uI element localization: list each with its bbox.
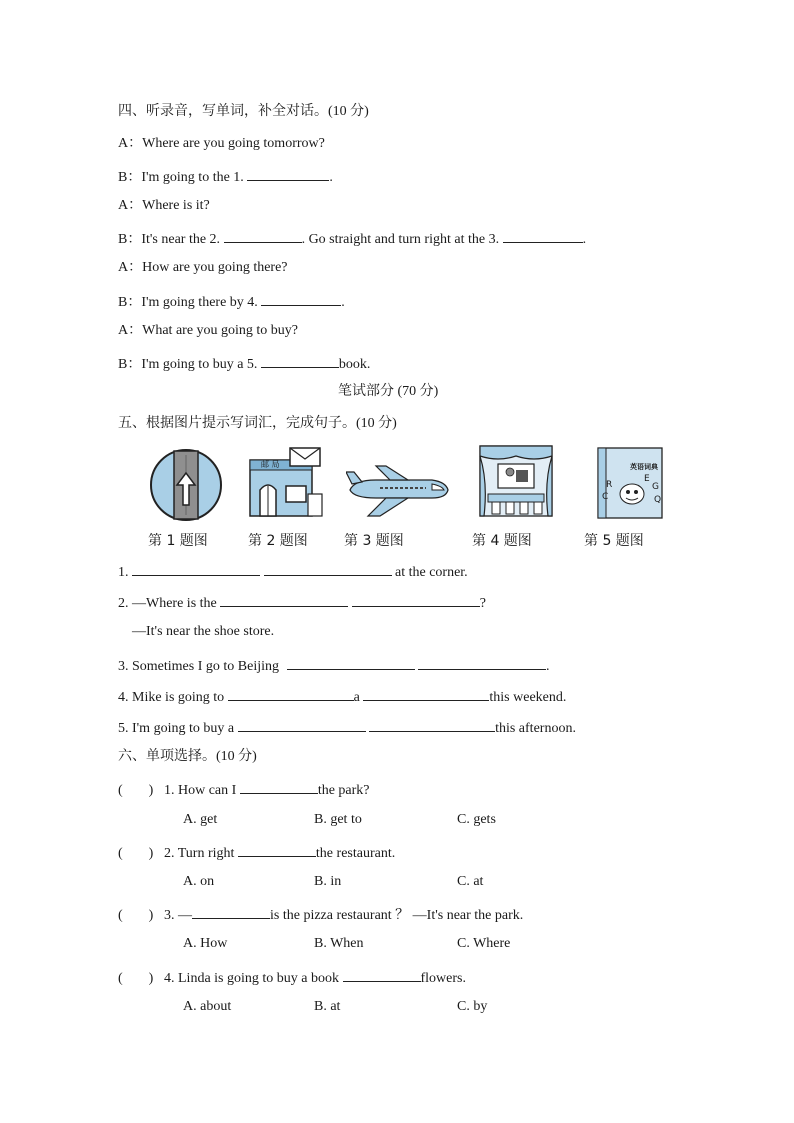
dictionary-title: 英语词典: [630, 463, 658, 471]
picture-label-1: 第 1 题图: [148, 533, 208, 549]
mc-question: ( ) 4. Linda is going to buy a book flowers.: [118, 967, 466, 988]
picture-label-2: 第 2 题图: [248, 533, 308, 549]
dictionary-letter: Q: [654, 495, 662, 505]
blank[interactable]: [132, 561, 260, 576]
blank[interactable]: [238, 717, 366, 732]
dialogue-line: A：Where is it?: [118, 198, 210, 213]
go-straight-sign-icon: [148, 447, 224, 523]
fill-item: 1. at the corner.: [118, 561, 468, 582]
section4-title: 四、听录音，写单词，补全对话。(10 分): [118, 104, 369, 119]
fill-item-answer: —It's near the shoe store.: [132, 624, 275, 639]
dictionary-letter: G: [652, 482, 659, 492]
option-a[interactable]: A. get: [183, 812, 218, 827]
speaker: A：: [118, 198, 143, 213]
line-text: Where are you going tomorrow?: [142, 136, 325, 151]
speaker: B：: [118, 170, 142, 185]
dictionary-letter: C: [602, 492, 609, 502]
blank-4[interactable]: [261, 291, 341, 306]
option-c[interactable]: C. by: [457, 999, 488, 1014]
cinema-icon: [476, 442, 556, 520]
fill-item: 2. —Where is the ?: [118, 592, 486, 613]
blank[interactable]: [228, 686, 354, 701]
dialogue-line: [118, 135, 325, 153]
plane-icon: [346, 462, 450, 518]
answer-bracket[interactable]: ( ): [118, 846, 154, 861]
option-b[interactable]: B. in: [314, 874, 342, 889]
dialogue-line: B：I'm going there by 4. .: [118, 291, 345, 312]
blank-5[interactable]: [261, 353, 339, 368]
blank[interactable]: [287, 655, 415, 670]
fill-item: 3. Sometimes I go to Beijing .: [118, 655, 550, 676]
section5-title: 五、根据图片提示写词汇，完成句子。(10 分): [118, 416, 397, 431]
blank-3[interactable]: [503, 228, 583, 243]
dialogue-line: B：I'm going to buy a 5. book.: [118, 353, 370, 374]
picture-label-5: 第 5 题图: [584, 533, 644, 549]
dictionary-letter: R: [606, 480, 613, 490]
mc-question: ( ) 1. How can I the park?: [118, 779, 370, 800]
blank[interactable]: [220, 592, 348, 607]
fill-item: 4. Mike is going to a this weekend.: [118, 686, 566, 707]
option-c[interactable]: C. gets: [457, 812, 496, 827]
answer-bracket[interactable]: ( ): [118, 971, 154, 986]
blank[interactable]: [418, 655, 546, 670]
section6-title: 六、单项选择。(10 分): [118, 749, 257, 764]
written-part-heading: 笔试部分 (70 分): [338, 384, 439, 399]
answer-bracket[interactable]: ( ): [118, 908, 154, 923]
speaker: B：: [118, 357, 142, 372]
speaker: A：: [118, 136, 143, 151]
blank[interactable]: [238, 842, 316, 857]
answer-bracket[interactable]: ( ): [118, 783, 154, 798]
blank[interactable]: [192, 904, 270, 919]
mc-question: ( ) 3. — is the pizza restaurant ？ —It's near the park.: [118, 904, 523, 925]
speaker: A：: [118, 323, 143, 338]
blank[interactable]: [264, 561, 392, 576]
dictionary-letter: E: [644, 474, 650, 484]
post-office-sign: 邮 局: [261, 460, 280, 469]
fill-item: 5. I'm going to buy a this afternoon.: [118, 717, 576, 738]
blank[interactable]: [240, 779, 318, 794]
blank[interactable]: [343, 967, 421, 982]
picture-label-3: 第 3 题图: [344, 533, 404, 549]
picture-label-4: 第 4 题图: [472, 533, 532, 549]
option-c[interactable]: C. at: [457, 874, 484, 889]
dialogue-line: B：It's near the 2. . Go straight and turn right at the 3. .: [118, 228, 586, 249]
speaker: B：: [118, 295, 142, 310]
blank[interactable]: [352, 592, 480, 607]
mc-question: ( ) 2. Turn right the restaurant.: [118, 842, 395, 863]
blank-2[interactable]: [224, 228, 302, 243]
speaker: B：: [118, 232, 142, 247]
option-b[interactable]: B. When: [314, 936, 364, 951]
dialogue-line: B：I'm going to the 1. .: [118, 166, 333, 187]
option-a[interactable]: A. about: [183, 999, 232, 1014]
blank[interactable]: [363, 686, 489, 701]
option-b[interactable]: B. at: [314, 999, 341, 1014]
blank[interactable]: [369, 717, 495, 732]
post-office-icon: [246, 444, 328, 522]
option-a[interactable]: A. How: [183, 936, 228, 951]
option-c[interactable]: C. Where: [457, 936, 511, 951]
option-a[interactable]: A. on: [183, 874, 215, 889]
blank-1[interactable]: [247, 166, 329, 181]
option-b[interactable]: B. get to: [314, 812, 362, 827]
dialogue-line: A：How are you going there?: [118, 260, 288, 275]
dialogue-line: A：What are you going to buy?: [118, 323, 299, 338]
speaker: A：: [118, 260, 143, 275]
